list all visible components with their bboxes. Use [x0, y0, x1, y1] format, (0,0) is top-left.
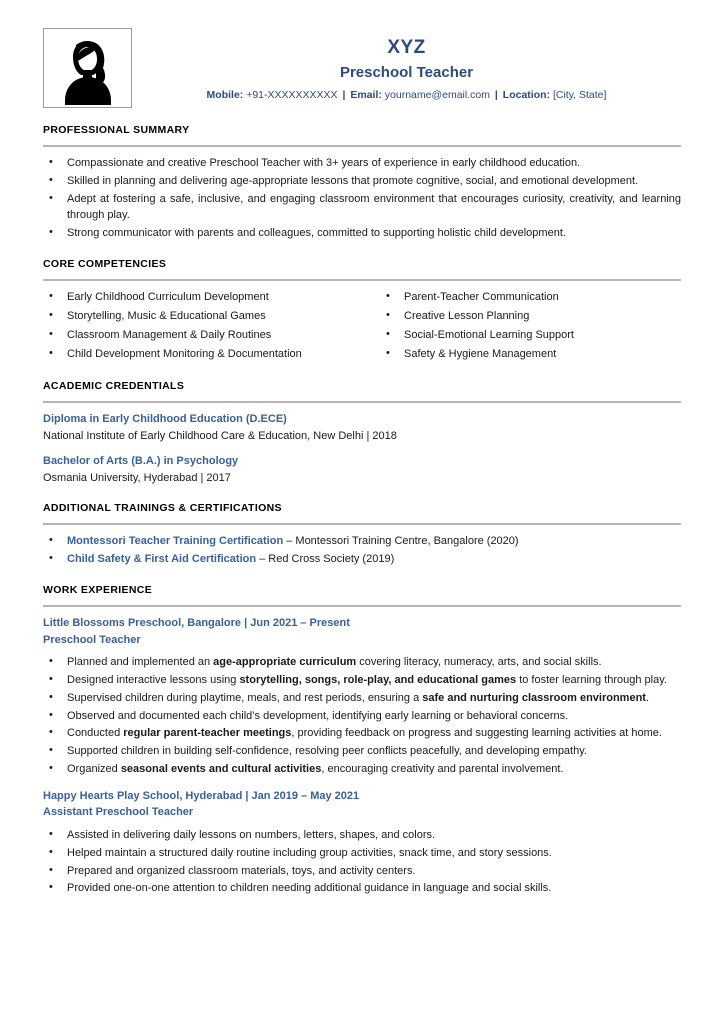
education-institution: Osmania University, Hyderabad | 2017	[43, 471, 231, 484]
bullet-text-pre: Supported children in building self-confidence, resolving peer conflicts peacefully, and developing empathy.	[67, 745, 587, 758]
section-divider	[43, 145, 681, 147]
bullet-text-bold: regular parent-teacher meetings	[123, 727, 292, 740]
list-item	[43, 761, 681, 778]
education-degree: Bachelor of Arts (B.A.) in Psychology	[43, 455, 239, 468]
location-label: Location:	[502, 89, 551, 102]
list-item: • Creative Lesson Planning	[380, 308, 681, 325]
bullet-text-pre: Provided one-on-one attention to children needing additional guidance in language and social skills.	[67, 882, 552, 895]
education-entry	[43, 411, 681, 444]
resume-header	[0, 0, 724, 108]
section-divider	[43, 401, 681, 403]
bullet-text-post: .	[645, 691, 650, 704]
list-item	[43, 708, 681, 725]
bullet-text-pre: Designed interactive lessons using	[67, 673, 240, 686]
job-title: Preschool Teacher	[43, 633, 141, 646]
list-item	[43, 845, 681, 862]
education-degree: Diploma in Early Childhood Education (D.ECE)	[43, 413, 287, 426]
bullet-text-bold: seasonal events and cultural activities	[120, 763, 322, 776]
list-item: • Adept at fostering a safe, inclusive, and engaging classroom environment that encourages curiosity, creativity, and learning through play.	[43, 191, 681, 225]
email-value[interactable]: yourname@email.com	[384, 89, 490, 102]
list-item: • Strong communicator with parents and colleagues, committed to supporting holistic child development.	[43, 225, 681, 242]
employer-and-dates: Happy Hearts Play School, Hyderabad | Jan 2019 – May 2021	[43, 789, 360, 802]
section-title-certifications: ADDITIONAL TRAININGS & CERTIFICATIONS	[43, 502, 282, 515]
candidate-job-title: Preschool Teacher	[339, 63, 474, 81]
competencies-list-right	[380, 289, 681, 362]
list-item: • Safety & Hygiene Management	[380, 346, 681, 363]
certification-name: Montessori Teacher Training Certification	[67, 535, 284, 548]
list-item	[43, 690, 681, 707]
location-value: [City, State]	[552, 89, 607, 102]
header-text-block	[132, 28, 681, 103]
summary-bullet-list	[43, 155, 681, 242]
mobile-label: Mobile:	[206, 89, 244, 102]
bullet-text-pre: Supervised children during playtime, meals, and rest periods, ensuring a	[67, 691, 423, 704]
candidate-name: XYZ	[387, 37, 426, 58]
list-item	[43, 551, 681, 568]
job-title: Assistant Preschool Teacher	[43, 806, 194, 819]
section-trainings-certifications	[43, 502, 681, 568]
candidate-photo-box	[43, 28, 132, 108]
list-item: • Compassionate and creative Preschool Teacher with 3+ years of experience in early childhood education.	[43, 155, 681, 172]
bullet-text-post: covering literacy, numeracy, arts, and social skills.	[356, 656, 602, 669]
certification-name: Child Safety & First Aid Certification	[67, 553, 257, 566]
experience-entry	[43, 615, 681, 778]
list-item	[43, 827, 681, 844]
email-label: Email:	[350, 89, 382, 102]
competencies-column-right	[362, 289, 681, 364]
bullet-text-post: , providing feedback on progress and suggesting learning activities at home.	[291, 727, 662, 740]
list-item	[43, 672, 681, 689]
bullet-text-pre: Assisted in delivering daily lessons on numbers, letters, shapes, and colors.	[67, 828, 436, 841]
section-academic-credentials	[43, 380, 681, 486]
bullet-text-bold: safe and nurturing classroom environment	[422, 691, 646, 704]
section-work-experience	[43, 584, 681, 897]
section-professional-summary	[43, 124, 681, 242]
certification-detail: – Red Cross Society (2019)	[256, 553, 395, 566]
list-item	[43, 654, 681, 671]
list-item: • Early Childhood Curriculum Development	[43, 289, 362, 306]
experience-entry	[43, 788, 681, 897]
experience-bullet-list	[43, 654, 681, 778]
bullet-text-pre: Conducted	[67, 727, 124, 740]
list-item	[43, 533, 681, 550]
contact-separator-2: |	[494, 89, 498, 102]
list-item: • Child Development Monitoring & Documentation	[43, 346, 362, 363]
section-divider	[43, 605, 681, 607]
section-divider	[43, 279, 681, 281]
list-item	[43, 725, 681, 742]
competencies-list-left	[43, 289, 362, 362]
section-core-competencies	[43, 258, 681, 364]
bullet-text-bold: age-appropriate curriculum	[213, 656, 357, 669]
experience-bullet-list	[43, 827, 681, 897]
contact-line	[132, 89, 681, 103]
bullet-text-post: , encouraging creativity and parental involvement.	[321, 763, 564, 776]
bullet-text-pre: Planned and implemented an	[67, 656, 214, 669]
bullet-text-pre: Helped maintain a structured daily routine including group activities, snack time, and story sessions.	[67, 846, 552, 859]
education-entry	[43, 453, 681, 486]
list-item: • Storytelling, Music & Educational Games	[43, 308, 362, 325]
education-institution: National Institute of Early Childhood Care & Education, New Delhi | 2018	[43, 429, 397, 442]
competencies-columns	[43, 289, 681, 364]
competencies-column-left	[43, 289, 362, 364]
contact-separator-1: |	[342, 89, 346, 102]
list-item: • Classroom Management & Daily Routines	[43, 327, 362, 344]
bullet-text-bold: storytelling, songs, role-play, and educational games	[239, 673, 517, 686]
resume-body	[0, 124, 724, 897]
list-item: • Social-Emotional Learning Support	[380, 327, 681, 344]
section-title-competencies: CORE COMPETENCIES	[43, 258, 167, 271]
bullet-text-pre: Prepared and organized classroom materials, toys, and activity centers.	[67, 864, 416, 877]
bullet-text-pre: Observed and documented each child’s development, identifying early learning or behavioral concerns.	[67, 709, 569, 722]
bullet-text-pre: Organized	[67, 763, 121, 776]
mobile-value: +91-XXXXXXXXXX	[246, 89, 338, 102]
list-item	[43, 743, 681, 760]
list-item	[43, 863, 681, 880]
section-title-summary: PROFESSIONAL SUMMARY	[43, 124, 190, 136]
section-title-education: ACADEMIC CREDENTIALS	[43, 380, 185, 393]
list-item: • Skilled in planning and delivering age-appropriate lessons that promote cognitive, social, and emotional development.	[43, 173, 681, 190]
section-title-experience: WORK EXPERIENCE	[43, 584, 153, 597]
person-silhouette-icon	[58, 39, 118, 107]
bullet-text-post: to foster learning through play.	[516, 673, 667, 686]
certification-detail: – Montessori Training Centre, Bangalore (2020)	[283, 535, 519, 548]
list-item: • Parent-Teacher Communication	[380, 289, 681, 306]
section-divider	[43, 523, 681, 525]
list-item	[43, 880, 681, 897]
certifications-list	[43, 533, 681, 568]
employer-and-dates: Little Blossoms Preschool, Bangalore | Jun 2021 – Present	[43, 617, 350, 630]
